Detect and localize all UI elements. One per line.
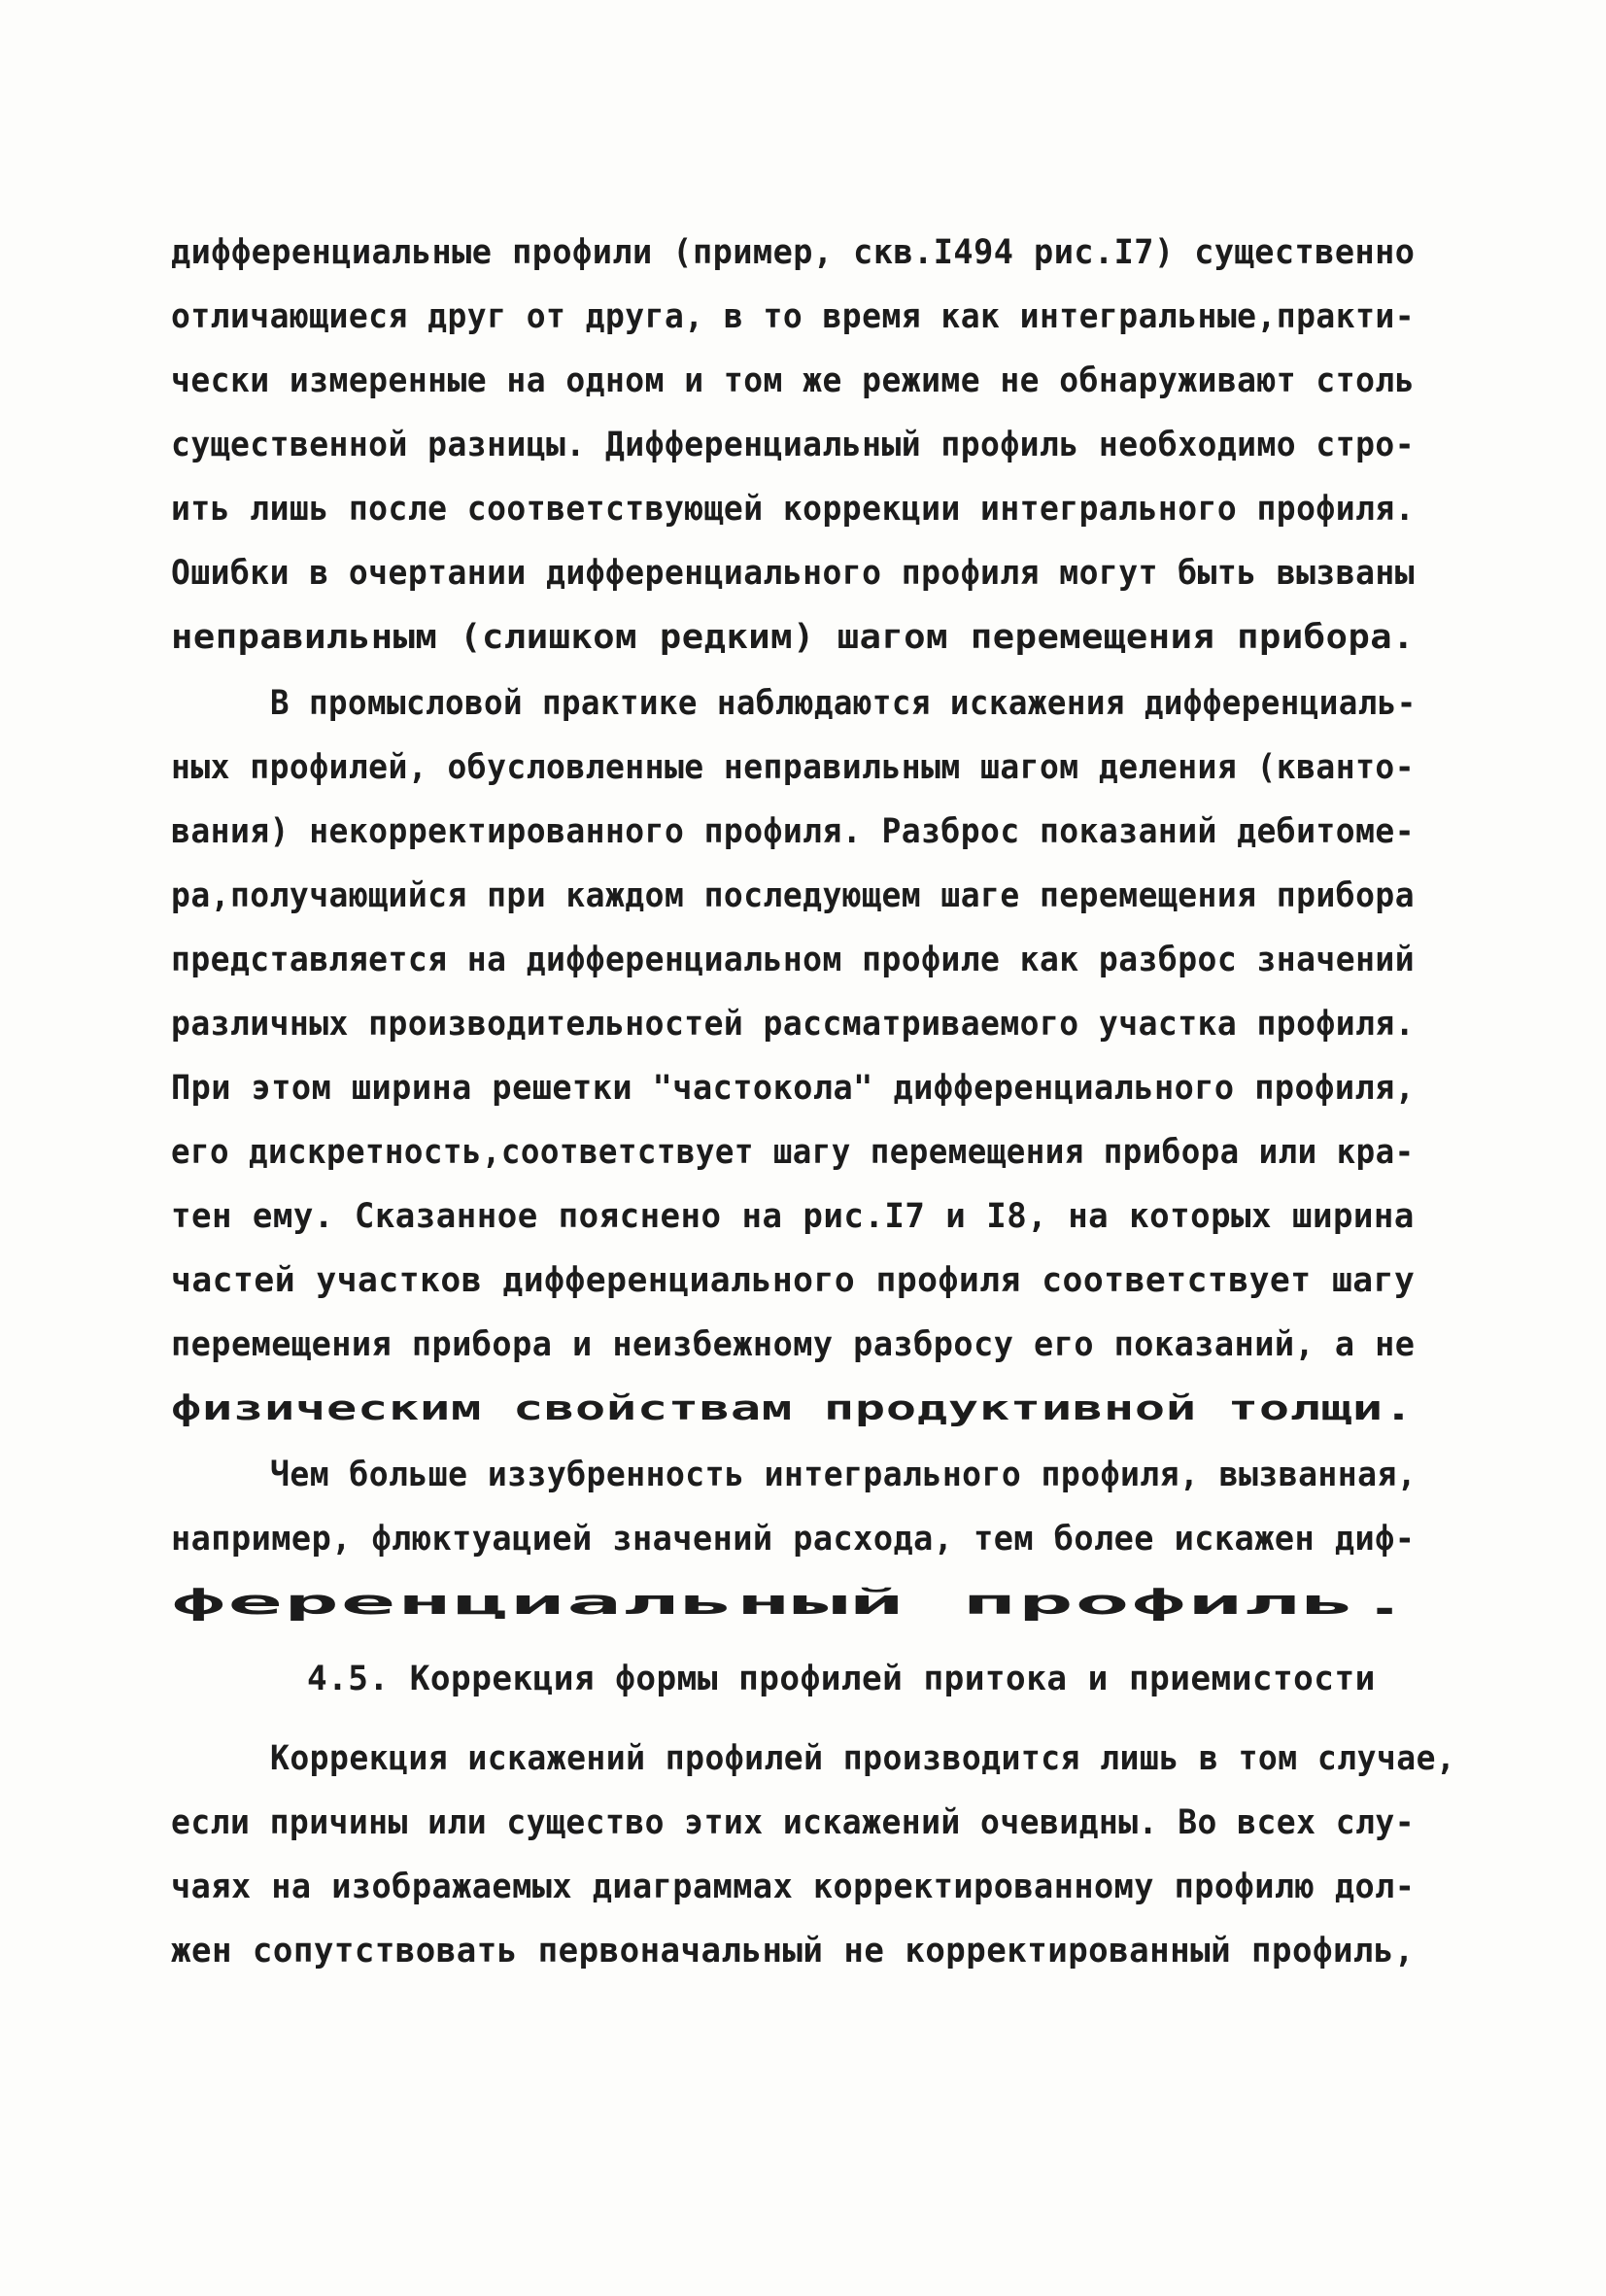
text-line-7: неправильным (слишком редким) шагом перемещения прибора.: [171, 618, 1416, 657]
text-line-26: чаях на изображаемых диаграммах корректированному профилю дол-: [171, 1868, 1416, 1906]
text-line-6: Ошибки в очертании дифференциального профиля могут быть вызваны: [171, 554, 1416, 593]
text-line-1: дифференциальные профили (пример, скв.I494 рис.I7) существенно: [171, 233, 1416, 272]
text-line-18: перемещения прибора и неизбежному разбросу его показаний, а не: [171, 1325, 1416, 1364]
text-line-10: вания) некорректированного профиля. Разброс показаний дебитоме-: [171, 812, 1416, 851]
text-line-25: если причины или существо этих искажений очевидны. Во всех слу-: [171, 1803, 1416, 1842]
text-line-21: например, флюктуацией значений расхода, тем более искажен диф-: [171, 1520, 1416, 1559]
text-line-20: Чем больше иззубренность интегрального профиля, вызванная,: [270, 1456, 1418, 1494]
text-line-27: жен сопутствовать первоначальный не корректированный профиль,: [171, 1932, 1415, 1970]
text-line-13: различных производительностей рассматриваемого участка профиля.: [171, 1005, 1416, 1044]
text-line-5: ить лишь после соответствующей коррекции интегрального профиля.: [171, 490, 1416, 529]
text-line-15: его дискретность,соответствует шагу перемещения прибора или кра-: [171, 1133, 1415, 1172]
section-heading: 4.5. Коррекция формы профилей притока и приемистости: [307, 1660, 1376, 1698]
text-line-2: отличающиеся друг от друга, в то время как интегральные,практи-: [171, 297, 1416, 336]
text-line-9: ных профилей, обусловленные неправильным шагом деления (кванто-: [171, 748, 1416, 787]
text-line-3: чески измеренные на одном и том же режиме не обнаруживают столь: [171, 361, 1416, 400]
text-line-17: частей участков дифференциального профиля соответствует шагу: [171, 1261, 1416, 1300]
text-line-8: В промысловой практике наблюдаются искажения дифференциаль-: [270, 684, 1417, 723]
text-line-22: ференциальный профиль.: [171, 1584, 1414, 1623]
text-line-16: тен ему. Сказанное пояснено на рис.I7 и I8, на которых ширина: [171, 1197, 1415, 1236]
text-line-12: представляется на дифференциальном профиле как разброс значений: [171, 941, 1416, 979]
text-line-11: ра,получающийся при каждом последующем шаге перемещения прибора: [171, 876, 1416, 915]
text-line-24: Коррекция искажений профилей производится лишь в том случае,: [270, 1739, 1456, 1778]
text-line-19: физическим свойствам продуктивной толщи.: [171, 1389, 1415, 1428]
text-line-4: существенной разницы. Дифференциальный профиль необходимо стро-: [171, 426, 1416, 464]
text-line-14: При этом ширина решетки "частокола" дифференциального профиля,: [171, 1069, 1416, 1108]
